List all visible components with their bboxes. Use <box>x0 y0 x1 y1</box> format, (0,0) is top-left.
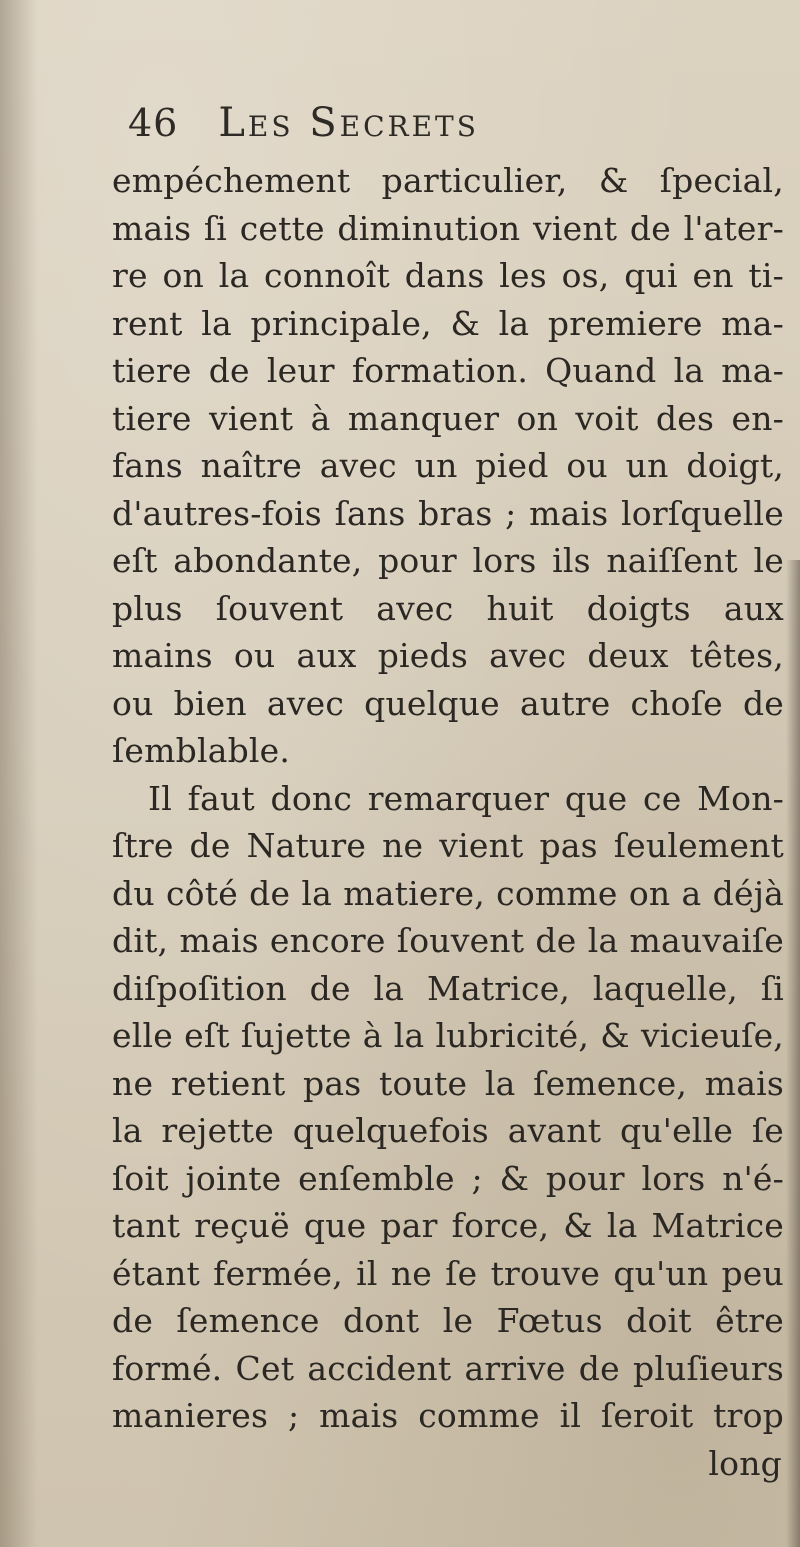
text-line: de ſemence dont le Fœtus doit être <box>112 1301 784 1340</box>
catchword: long <box>708 1443 782 1483</box>
text-line: rent la principale, & la premiere ma- <box>112 303 784 343</box>
text-line: ſoit jointe enſemble ; & pour lors n'é- <box>112 1158 784 1198</box>
text-line: du côté de la matiere, comme on a déjà <box>112 873 784 913</box>
text-line: plus ſouvent avec huit doigts aux <box>112 588 784 628</box>
page-number: 46 <box>128 101 179 145</box>
text-line: ſemblable. <box>112 731 291 770</box>
text-line: d'autres-fois ſans bras ; mais lorſquelle <box>112 493 784 533</box>
running-title: Les Secrets <box>218 100 479 146</box>
text-line: eſt abondante, pour lors ils naiſſent le <box>112 541 784 580</box>
gutter-shadow <box>0 0 38 1547</box>
text-line: re on la connoît dans les os, qui en ti- <box>112 256 784 295</box>
page-edge-shadow <box>786 560 800 1547</box>
text-line: tant reçuë que par force, & la Matrice <box>112 1206 784 1245</box>
text-line: mains ou aux pieds avec deux têtes, <box>112 636 784 675</box>
text-line: empéchement particulier, & ſpecial, <box>112 161 784 200</box>
text-line: la rejette quelquefois avant qu'elle ſe <box>112 1111 784 1150</box>
text-line: elle eſt ſujette à la lubricité, & vicieuſe, <box>112 1016 784 1055</box>
text-line: manieres ; mais comme il ſeroit trop <box>112 1396 784 1435</box>
text-line: ou bien avec quelque autre choſe de <box>112 683 784 723</box>
text-line: formé. Cet accident arrive de pluſieurs <box>112 1348 784 1388</box>
text-line: tiere vient à manquer on voit des en- <box>112 398 784 438</box>
text-line: tiere de leur formation. Quand la ma- <box>112 351 784 390</box>
text-line: dit, mais encore ſouvent de la mauvaiſe <box>112 921 784 960</box>
text-line: mais ſi cette diminution vient de l'ater- <box>112 208 784 248</box>
text-line: ſtre de Nature ne vient pas ſeulement <box>112 826 784 865</box>
text-line: ne retient pas toute la ſemence, mais <box>112 1063 784 1103</box>
page-header <box>128 100 479 150</box>
paragraph-start-line: Il faut donc remarquer que ce Mon- <box>148 778 784 818</box>
body-text <box>112 157 784 1487</box>
text-line: diſpoſition de la Matrice, laquelle, ſi <box>112 968 784 1008</box>
text-line: étant fermée, il ne ſe trouve qu'un peu <box>112 1253 784 1293</box>
text-line: fans naître avec un pied ou un doigt, <box>112 446 784 485</box>
